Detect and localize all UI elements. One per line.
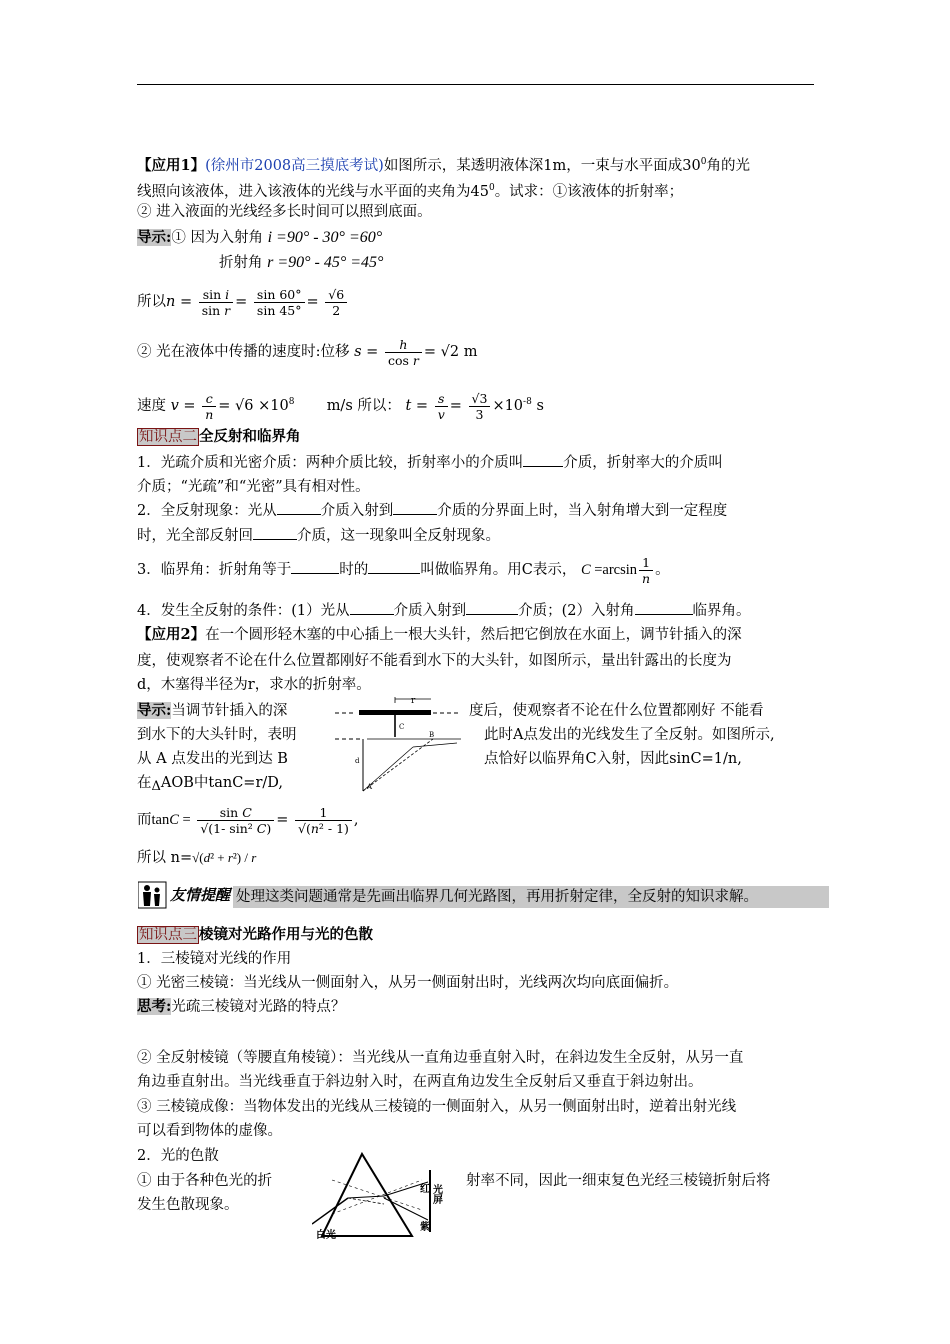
kp3-s1: 1．三棱镜对光线的作用 [137,951,292,967]
app2-so-line: 所以 n=√(d² + r²) / r [137,850,257,866]
kp2-p2c: 介质的分界面上时，当入射角增大到一定程度 [437,503,728,519]
app1-g3-prefix: 所以 [137,294,166,310]
app1-guide-line4: ② 光在液体中传播的速度时:位移 s = $\frac{h}{\text{cos r}}$ = √2 m [137,336,478,368]
kp2-p4a: 4．发生全反射的条件：(1）光从 [137,603,350,619]
kp2-p2b: 介质入射到 [320,503,394,519]
app1-line2: 线照向该液体，进入该液体的光线与水平面的夹角为$45^0$。试求：①该液体的折射率； [137,183,684,200]
kp3-s6b: 发生色散现象。 [137,1197,239,1213]
app1-g1-text: ① 因为入射角 [171,230,263,246]
prism-label-violet: 紫 [420,1222,430,1233]
fig-label-d: d [355,757,360,765]
app2-tag: 【应用2】 [137,626,206,643]
kp2-p1 [137,452,723,473]
kp2-p4d: 临界角。 [692,603,751,619]
kp3-title: 棱镜对光路作用与光的色散 [199,926,373,943]
kp2-p3: 3．临界角：折射角等于 时的 叫做临界角。用C表示， C =arcsin $\frac{1}{n}$ 。 [137,554,670,586]
app2-l1: 在一个圆形轻木塞的中心插上一根大头针，然后把它倒放在水面上，调节针插入的深 [205,627,742,643]
kp2-p3b: 时的 [339,562,369,578]
frac-1-sqrt-n2: $\frac{1}{\text{√(n² - 1)}}$ [295,805,352,836]
tip-label: 友情提醒 [170,886,231,904]
kp3-s6a: ① 由于各种色光的折 [137,1173,273,1189]
app1-line3: ② 进入液面的光线经多长时间可以照到底面。 [137,204,432,220]
app2-gl4a: 在 [137,775,152,791]
app1-guide-line1 [137,228,382,248]
kp2-p3a: 3．临界角：折射角等于 [137,562,292,578]
kp3-s4a: ③ 三棱镜成像：当物体发出的光线从三棱镜的一侧面射入，从另一侧面射出时，逆着出射光线 [137,1099,737,1115]
tip-text: 处理这类问题通常是先画出临界几何光路图，再用折射定律，全反射的知识求解。 [236,889,758,905]
kp2-p2a: 2．全反射现象：光从 [137,503,277,519]
app1-g4-unit: m [463,344,478,360]
fig-label-r: r [411,697,416,706]
kp2-p4c: 介质；(2）入射角 [518,603,635,619]
kp2-p1c: 介质；“光疏”和“光密”具有相对性。 [137,479,370,495]
kp3-s3b: 角边垂直射出。当光线垂直于斜边射入时，在两直角边发生全反射后又垂直于斜边射出。 [137,1074,703,1090]
frac-sini-sinr: $\frac{\text{sin i}}{\text{sin r}}$ [199,287,233,318]
app1-g4-text: ② 光在液体中传播的速度时:位移 [137,344,350,360]
app1-g1-formula: i =90° - 30° =60° [267,229,383,246]
prism [322,1154,412,1236]
fig-label-a: A [367,783,373,791]
app1-g3-n: n = [166,294,193,310]
app2-gr1: 度后，使观察者不论在什么位置都刚好 不能看 [469,703,764,719]
app2-gl2: 到水下的大头针时，表明 [137,727,297,743]
app1-text1a: 如图所示，某透明液体深1m，一束与水平面成30 [383,158,701,174]
kp2-p2d: 时，光全部反射回 [137,528,253,544]
app1-guide-line2 [219,253,383,273]
app1-line2b: 。试求：①该液体的折射率； [494,184,684,200]
app2-gr3: 点恰好以临界角C入射，因此sinC=1/n, [484,751,742,767]
kp2-p2 [137,500,727,521]
kp3-s4b: 可以看到物体的虚像。 [137,1123,282,1139]
kp2-p2e: 介质，这一现象叫全反射现象。 [297,528,500,544]
prism-label-white: 白光 [316,1230,336,1241]
app1-g5-tail: s [536,398,544,414]
app2-so-prefix: 所以 n= [137,850,193,866]
app2-gr2: 此时A点发出的光线发生了全反射。如图所示, [484,727,775,743]
app2-guide-l1 [137,701,287,721]
app2-gl4: 在ΔAOB中tanC=r/D, [137,775,283,794]
frac-sqrt6-2: $\frac{√6}{2}$ [325,287,347,318]
app1-guide-line5: 速度 v = $\frac{c}{n}$ = $√6 \times 10^8$ m/s 所以： t = $\frac{s}{v}$ = $\frac{√3}{3}$ $\times 10^{-8}$ s [137,390,544,422]
app2-tan-prefix: 而 [137,812,152,828]
app1-line1: 【应用1】(徐州市2008高三摸底考试)如图所示，某透明液体深1m，一束与水平面成$30^0$角的光 [137,157,750,174]
app2-l3: d，木塞得半径为r，求水的折射率。 [137,677,371,693]
cork-pin-figure [333,697,463,793]
app1-g5-unit: m/s 所以： [326,398,401,414]
frac-1-n: $\frac{1}{n}$ [639,555,653,586]
kp2-p1a: 1．光疏介质和光密介质：两种介质比较，折射率小的介质叫 [137,455,524,471]
app2-l2: 度，使观察者不论在什么位置都刚好不能看到水下的大头针，如图所示，量出针露出的长度为 [137,653,732,669]
app2-guide-label: 导示: [137,702,172,719]
app2-gl1: 当调节针插入的深 [171,703,288,719]
app1-g2-formula: r =90° - 45° =45° [267,254,384,271]
kp2-p3d: 。 [655,562,670,578]
kp3-s6c: 射率不同，因此一细束复色光经三棱镜折射后将 [466,1173,771,1189]
prism-label-screen: 光屏 [430,1184,442,1204]
kp2-tag: 知识点二 [139,429,197,445]
frac-c-n: $\frac{c}{n}$ [202,391,216,422]
app1-guide-label: 导示: [137,229,172,246]
app1-g2-text: 折射角 [219,255,263,271]
app2-line1 [137,625,742,645]
kp3-think [137,997,345,1017]
app1-text1b: 角的光 [706,158,750,174]
kp3-s3a: ② 全反射棱镜（等腰直角棱镜）：当光线从一直角边垂直射入时，在斜边发生全反射，从另一直 [137,1050,744,1066]
kp2-title: 全反射和临界角 [199,428,301,445]
fig-label-b: B [429,731,435,739]
header-rule [137,84,814,85]
app1-line2a: 线照向该液体，进入该液体的光线与水平面的夹角为45 [137,184,489,200]
kp3-heading [137,925,373,945]
kp3-s2: ① 光密三棱镜：当光线从一侧面射入，从另一侧面射出时，光线两次均向底面偏折。 [137,975,679,991]
cork [359,710,431,715]
kp3-s5: 2．光的色散 [137,1148,219,1164]
kp2-p4 [137,600,751,621]
frac-h-cosr: $\frac{h}{\text{cos r}}$ [385,337,422,368]
kp2-p1b: 介质，折射率大的介质叫 [563,455,723,471]
frac-sin60-sin45: $\frac{\sin 60^\circ}{\sin 45^\circ}$ [254,287,305,318]
kp2-p2-cont [137,525,500,546]
app1-guide-line3: 所以n = $\frac{\text{sin i}}{\text{sin r}}$ = $\frac{\sin 60^\circ}{\sin 45^\circ}$ = $\frac{√6}{2}$ [137,282,349,322]
kp2-p4b: 介质入射到 [393,603,467,619]
kp2-heading [137,427,301,447]
frac-sqrt3-3: $\frac{√3}{3}$ [469,391,491,422]
kp3-think-label: 思考: [137,998,172,1015]
frac-sinc-sqrt: $\frac{\text{sin C}}{\text{√(1- sin² C)}}$ [197,805,274,836]
app1-tag: 【应用1】 [137,157,206,174]
app1-g5-prefix: 速度 [137,398,166,414]
app2-tan-line: 而tanC = $\frac{\text{sin C}}{\text{√(1- sin² C)}}$ = $\frac{1}{\text{√(n² - 1)}}$ , [137,804,359,836]
fig-label-c: C [399,723,405,731]
kp3-tag: 知识点三 [139,927,197,943]
kp2-p3c: 叫做临界角。用C表示， [420,562,577,578]
kp3-think-text: 光疏三棱镜对光路的特点？ [171,999,346,1015]
app2-gl4b: AOB中tanC=r/D, [160,775,283,791]
prism-dispersion-figure [312,1150,462,1242]
app2-gl3: 从 A 点发出的光到达 B [137,751,288,767]
app1-source: (徐州市2008高三摸底考试) [205,158,384,174]
frac-s-v: $\frac{s}{v}$ [435,391,448,422]
prism-label-red: 红 [420,1184,430,1195]
